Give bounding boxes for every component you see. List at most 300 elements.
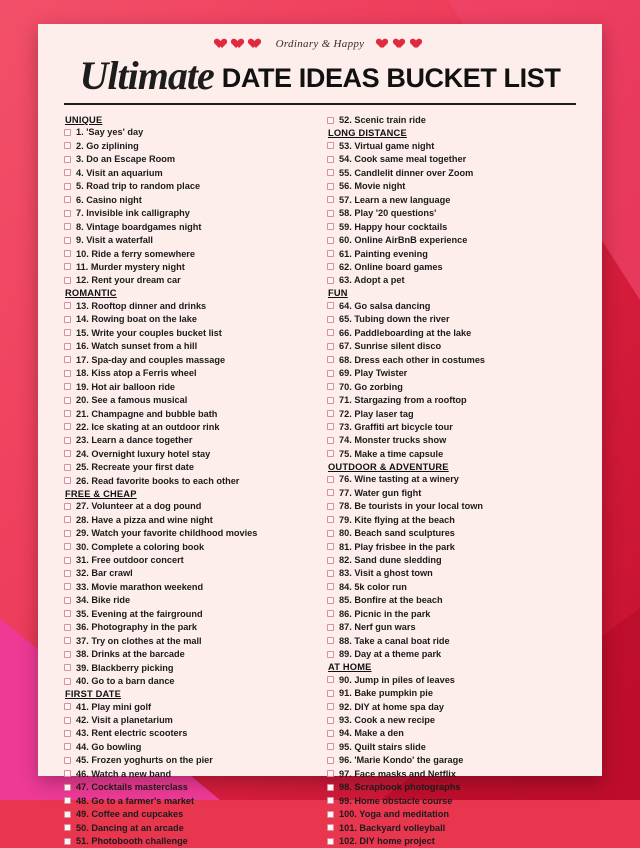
list-item[interactable]	[327, 700, 576, 713]
list-item[interactable]	[64, 567, 313, 580]
list-item[interactable]	[327, 513, 576, 526]
list-item[interactable]	[64, 621, 313, 634]
checkbox[interactable]	[327, 183, 334, 190]
list-item[interactable]	[64, 193, 313, 206]
checkbox[interactable]	[327, 530, 334, 537]
checkbox[interactable]	[64, 169, 71, 176]
list-item-label: 30. Complete a coloring book	[76, 541, 205, 552]
checkbox[interactable]	[327, 223, 334, 230]
list-item-label: 57. Learn a new language	[339, 194, 451, 205]
list-item[interactable]	[327, 274, 576, 287]
checkbox[interactable]	[327, 503, 334, 510]
checkbox[interactable]	[64, 543, 71, 550]
list-item[interactable]	[64, 461, 313, 474]
checkbox[interactable]	[327, 516, 334, 523]
list-item-label: 35. Evening at the fairground	[76, 608, 203, 619]
list-item[interactable]	[64, 540, 313, 553]
list-item[interactable]	[327, 299, 576, 312]
checkbox[interactable]	[327, 770, 334, 777]
list-item[interactable]	[64, 153, 313, 166]
checklist-column-left	[64, 114, 313, 848]
list-item-label: 6. Casino night	[76, 194, 142, 205]
checkbox[interactable]	[327, 410, 334, 417]
list-item[interactable]	[64, 126, 313, 139]
list-item[interactable]	[64, 500, 313, 513]
list-item-label: 78. Be tourists in your local town	[339, 501, 483, 512]
checkbox[interactable]	[64, 503, 71, 510]
checkbox[interactable]	[64, 784, 71, 791]
list-item[interactable]	[64, 794, 313, 807]
checkbox[interactable]	[327, 637, 334, 644]
list-item[interactable]	[327, 434, 576, 447]
checkbox[interactable]	[327, 703, 334, 710]
checkbox[interactable]	[64, 824, 71, 831]
list-item-label: 24. Overnight luxury hotel stay	[76, 448, 211, 459]
checkbox[interactable]	[64, 703, 71, 710]
list-item[interactable]	[64, 299, 313, 312]
list-item[interactable]	[64, 394, 313, 407]
list-item[interactable]	[64, 714, 313, 727]
list-item-label: 102. DIY home project	[339, 836, 435, 847]
list-item-label: 88. Take a canal boat ride	[339, 635, 450, 646]
checkbox[interactable]	[64, 664, 71, 671]
checkbox[interactable]	[64, 316, 71, 323]
checkbox[interactable]	[327, 169, 334, 176]
checkbox[interactable]	[64, 223, 71, 230]
list-item[interactable]	[64, 380, 313, 393]
list-item-label: 95. Quilt stairs slide	[339, 741, 426, 752]
checkbox[interactable]	[64, 570, 71, 577]
checkbox[interactable]	[64, 129, 71, 136]
list-item[interactable]	[327, 247, 576, 260]
list-item[interactable]	[64, 821, 313, 834]
list-item-label: 48. Go to a farmer's market	[76, 795, 195, 806]
list-item-label: 75. Make a time capsule	[339, 448, 444, 459]
list-item[interactable]	[327, 781, 576, 794]
checkbox[interactable]	[64, 743, 71, 750]
list-item[interactable]	[327, 421, 576, 434]
checkbox[interactable]	[64, 557, 71, 564]
checkbox[interactable]	[327, 356, 334, 363]
checkbox[interactable]	[64, 329, 71, 336]
list-item-label: 26. Read favorite books to each other	[76, 475, 240, 486]
list-item[interactable]	[327, 794, 576, 807]
checkbox[interactable]	[327, 717, 334, 724]
checkbox[interactable]	[64, 263, 71, 270]
list-item-label: 7. Invisible ink calligraphy	[76, 208, 190, 219]
list-item[interactable]	[64, 700, 313, 713]
list-item-label: 21. Champagne and bubble bath	[76, 408, 218, 419]
list-item-label: 65. Tubing down the river	[339, 314, 450, 325]
list-item-label: 43. Rent electric scooters	[76, 728, 188, 739]
list-item[interactable]	[327, 740, 576, 753]
checkbox[interactable]	[327, 583, 334, 590]
list-item[interactable]	[64, 207, 313, 220]
list-item[interactable]	[327, 261, 576, 274]
list-item-label: 31. Free outdoor concert	[76, 555, 184, 566]
list-item-label: 74. Monster trucks show	[339, 435, 447, 446]
checkbox[interactable]	[64, 516, 71, 523]
list-item[interactable]	[64, 139, 313, 152]
checkbox[interactable]	[64, 237, 71, 244]
list-item-label: 14. Rowing boat on the lake	[76, 314, 197, 325]
list-item[interactable]	[327, 673, 576, 686]
checkbox[interactable]	[327, 437, 334, 444]
checkbox[interactable]	[327, 489, 334, 496]
checkbox[interactable]	[327, 250, 334, 257]
checkbox[interactable]	[64, 597, 71, 604]
heart-icon	[378, 39, 389, 49]
list-item-label: 33. Movie marathon weekend	[76, 581, 204, 592]
list-item[interactable]	[64, 261, 313, 274]
checkbox[interactable]	[64, 277, 71, 284]
checkbox[interactable]	[327, 476, 334, 483]
list-item-label: 51. Photobooth challenge	[76, 836, 188, 847]
checkbox[interactable]	[327, 597, 334, 604]
list-item[interactable]	[327, 581, 576, 594]
list-item[interactable]	[327, 166, 576, 179]
list-item-label: 18. Kiss atop a Ferris wheel	[76, 368, 197, 379]
list-item[interactable]	[327, 234, 576, 247]
checkbox[interactable]	[327, 329, 334, 336]
list-item-label: 71. Stargazing from a rooftop	[339, 395, 467, 406]
heart-icon	[412, 39, 423, 49]
list-item-label: 100. Yoga and meditation	[339, 809, 449, 820]
list-item[interactable]	[327, 527, 576, 540]
checkbox[interactable]	[64, 356, 71, 363]
list-item-label: 55. Candlelit dinner over Zoom	[339, 167, 474, 178]
heart-icon	[395, 39, 406, 49]
list-item[interactable]	[327, 714, 576, 727]
checkbox[interactable]	[327, 557, 334, 564]
section-heading: OUTDOOR & ADVENTURE	[328, 461, 449, 472]
list-item[interactable]	[327, 447, 576, 460]
list-item-label: 79. Kite flying at the beach	[339, 514, 455, 525]
list-item[interactable]	[327, 180, 576, 193]
list-item-label: 61. Painting evening	[339, 248, 428, 259]
list-item[interactable]	[327, 540, 576, 553]
checkbox[interactable]	[327, 570, 334, 577]
list-item[interactable]	[64, 247, 313, 260]
list-item-label: 22. Ice skating at an outdoor rink	[76, 421, 220, 432]
checkbox[interactable]	[64, 302, 71, 309]
section-heading: FUN	[328, 288, 348, 299]
checklist-column-right	[327, 114, 576, 848]
checkbox[interactable]	[327, 370, 334, 377]
checkbox[interactable]	[327, 743, 334, 750]
list-item-label: 64. Go salsa dancing	[339, 300, 431, 311]
list-item-label: 28. Have a pizza and wine night	[76, 514, 213, 525]
list-item[interactable]	[327, 313, 576, 326]
list-item-label: 99. Home obstacle course	[339, 795, 453, 806]
list-item[interactable]	[327, 567, 576, 580]
list-item-label: 86. Picnic in the park	[339, 608, 431, 619]
list-item-label: 20. See a famous musical	[76, 395, 188, 406]
checkbox[interactable]	[327, 302, 334, 309]
list-item[interactable]	[64, 326, 313, 339]
checkbox[interactable]	[64, 464, 71, 471]
list-item-label: 45. Frozen yoghurts on the pier	[76, 755, 213, 766]
list-item-label: 17. Spa-day and couples massage	[76, 354, 226, 365]
list-item[interactable]	[327, 326, 576, 339]
list-item[interactable]	[64, 447, 313, 460]
checkbox[interactable]	[327, 210, 334, 217]
list-item[interactable]	[64, 808, 313, 821]
checkbox[interactable]	[327, 156, 334, 163]
list-item-label: 4. Visit an aquarium	[76, 167, 163, 178]
checkbox[interactable]	[327, 543, 334, 550]
checkbox[interactable]	[327, 610, 334, 617]
list-item-label: 89. Day at a theme park	[339, 649, 442, 660]
checkbox[interactable]	[327, 237, 334, 244]
brand-heart-row	[38, 24, 602, 50]
checkbox[interactable]	[327, 824, 334, 831]
checkbox[interactable]	[64, 410, 71, 417]
checkbox[interactable]	[64, 838, 71, 845]
list-item-label: 36. Photography in the park	[76, 622, 197, 633]
checkbox[interactable]	[327, 423, 334, 430]
checkbox[interactable]	[327, 383, 334, 390]
list-item[interactable]	[327, 767, 576, 780]
list-item-label: 80. Beach sand sculptures	[339, 528, 455, 539]
list-item[interactable]	[327, 621, 576, 634]
list-item[interactable]	[327, 207, 576, 220]
list-item[interactable]	[64, 474, 313, 487]
checkbox[interactable]	[327, 676, 334, 683]
list-item-label: 62. Online board games	[339, 261, 443, 272]
page-title-script: Ultimate	[79, 53, 214, 98]
list-item[interactable]	[327, 407, 576, 420]
checkbox[interactable]	[64, 183, 71, 190]
list-item[interactable]	[64, 353, 313, 366]
checkbox[interactable]	[327, 117, 334, 124]
list-item[interactable]	[64, 434, 313, 447]
list-item[interactable]	[64, 513, 313, 526]
list-item[interactable]	[64, 313, 313, 326]
checkbox[interactable]	[64, 583, 71, 590]
list-item[interactable]	[327, 193, 576, 206]
list-item-label: 90. Jump in piles of leaves	[339, 674, 455, 685]
list-item[interactable]	[327, 821, 576, 834]
list-item[interactable]	[327, 114, 576, 127]
list-item[interactable]	[327, 353, 576, 366]
list-item[interactable]	[327, 340, 576, 353]
brand-label: Ordinary & Happy	[275, 38, 365, 50]
checkbox[interactable]	[64, 156, 71, 163]
printable-list-sheet	[38, 24, 602, 847]
list-item-label: 69. Play Twister	[339, 368, 408, 379]
list-item[interactable]	[64, 740, 313, 753]
list-item-label: 38. Drinks at the barcade	[76, 649, 185, 660]
list-item[interactable]	[64, 166, 313, 179]
list-item-label: 76. Wine tasting at a winery	[339, 474, 459, 485]
list-item[interactable]	[327, 634, 576, 647]
checkbox[interactable]	[64, 811, 71, 818]
section-heading: FIRST DATE	[65, 689, 122, 700]
list-item-label: 2. Go ziplining	[76, 140, 139, 151]
list-item-label: 44. Go bowling	[76, 741, 142, 752]
checkbox[interactable]	[64, 770, 71, 777]
list-item-label: 91. Bake pumpkin pie	[339, 688, 433, 699]
list-item-label: 16. Watch sunset from a hill	[76, 341, 198, 352]
checkbox[interactable]	[64, 437, 71, 444]
list-item[interactable]	[327, 380, 576, 393]
list-item[interactable]	[64, 527, 313, 540]
list-item[interactable]	[327, 754, 576, 767]
list-item-label: 87. Nerf gun wars	[339, 622, 416, 633]
list-item[interactable]	[64, 781, 313, 794]
list-item-label: 1. 'Say yes' day	[76, 127, 144, 138]
list-item-label: 93. Cook a new recipe	[339, 715, 435, 726]
list-item-label: 98. Scrapbook photographs	[339, 782, 461, 793]
list-item[interactable]	[64, 661, 313, 674]
list-item[interactable]	[327, 648, 576, 661]
checkbox[interactable]	[327, 784, 334, 791]
list-item-label: 9. Visit a waterfall	[76, 235, 153, 246]
checkbox[interactable]	[64, 530, 71, 537]
list-item-label: 19. Hot air balloon ride	[76, 381, 176, 392]
checkbox[interactable]	[327, 263, 334, 270]
list-item[interactable]	[64, 340, 313, 353]
checkbox[interactable]	[64, 624, 71, 631]
checkbox[interactable]	[327, 757, 334, 764]
list-item-label: 83. Visit a ghost town	[339, 568, 433, 579]
list-item[interactable]	[327, 594, 576, 607]
list-item-label: 54. Cook same meal together	[339, 154, 467, 165]
list-item[interactable]	[64, 835, 313, 848]
checkbox[interactable]	[64, 637, 71, 644]
list-item[interactable]	[64, 675, 313, 688]
checkbox[interactable]	[327, 651, 334, 658]
list-item-label: 12. Rent your dream car	[76, 275, 181, 286]
checkbox[interactable]	[327, 838, 334, 845]
checkbox[interactable]	[327, 277, 334, 284]
checkbox[interactable]	[64, 343, 71, 350]
list-item-label: 94. Make a den	[339, 728, 404, 739]
checkbox[interactable]	[64, 717, 71, 724]
list-item-label: 77. Water gun fight	[339, 487, 422, 498]
list-item-label: 34. Bike ride	[76, 595, 131, 606]
list-item[interactable]	[327, 473, 576, 486]
checkbox[interactable]	[64, 678, 71, 685]
checkbox[interactable]	[327, 316, 334, 323]
heart-icon	[251, 39, 262, 49]
list-item[interactable]	[64, 220, 313, 233]
checkbox[interactable]	[64, 196, 71, 203]
checkbox[interactable]	[64, 651, 71, 658]
list-item[interactable]	[64, 274, 313, 287]
list-item-label: 101. Backyard volleyball	[339, 822, 446, 833]
list-item-label: 59. Happy hour cocktails	[339, 221, 448, 232]
checkbox[interactable]	[64, 757, 71, 764]
list-item[interactable]	[64, 634, 313, 647]
checkbox[interactable]	[64, 450, 71, 457]
list-item-label: 5. Road trip to random place	[76, 181, 201, 192]
checkbox[interactable]	[327, 397, 334, 404]
checkbox[interactable]	[327, 343, 334, 350]
checkbox[interactable]	[327, 624, 334, 631]
list-item[interactable]	[64, 554, 313, 567]
page-title	[38, 53, 602, 98]
list-item[interactable]	[327, 835, 576, 848]
list-item-label: 92. DIY at home spa day	[339, 701, 445, 712]
checkbox[interactable]	[327, 811, 334, 818]
list-item[interactable]	[327, 394, 576, 407]
list-item-label: 52. Scenic train ride	[339, 115, 426, 126]
list-item[interactable]	[327, 220, 576, 233]
checkbox[interactable]	[64, 423, 71, 430]
checkbox[interactable]	[64, 610, 71, 617]
checkbox[interactable]	[64, 142, 71, 149]
checkbox[interactable]	[327, 797, 334, 804]
checkbox[interactable]	[327, 690, 334, 697]
list-item[interactable]	[64, 421, 313, 434]
list-item-label: 67. Sunrise silent disco	[339, 341, 442, 352]
list-item[interactable]	[327, 139, 576, 152]
section-heading: LONG DISTANCE	[328, 128, 407, 139]
list-item[interactable]	[327, 500, 576, 513]
list-item-label: 11. Murder mystery night	[76, 261, 185, 272]
list-item[interactable]	[327, 808, 576, 821]
list-item[interactable]	[64, 367, 313, 380]
checkbox[interactable]	[327, 450, 334, 457]
section-heading: AT HOME	[328, 662, 372, 673]
checkbox[interactable]	[327, 196, 334, 203]
checkbox[interactable]	[64, 383, 71, 390]
list-item[interactable]	[327, 486, 576, 499]
checkbox[interactable]	[64, 250, 71, 257]
list-item[interactable]	[64, 581, 313, 594]
checkbox[interactable]	[64, 397, 71, 404]
list-item-label: 49. Coffee and cupcakes	[76, 809, 184, 820]
list-item[interactable]	[327, 554, 576, 567]
section-heading: ROMANTIC	[65, 288, 117, 299]
checkbox[interactable]	[64, 210, 71, 217]
checkbox[interactable]	[64, 797, 71, 804]
list-item-label: 37. Try on clothes at the mall	[76, 635, 202, 646]
list-item[interactable]	[64, 648, 313, 661]
list-item[interactable]	[327, 687, 576, 700]
checkbox[interactable]	[64, 477, 71, 484]
list-item-label: 29. Watch your favorite childhood movies	[76, 528, 258, 539]
list-item[interactable]	[64, 234, 313, 247]
list-item-label: 84. 5k color run	[339, 581, 407, 592]
list-item[interactable]	[64, 754, 313, 767]
list-item-label: 82. Sand dune sledding	[339, 555, 442, 566]
list-item[interactable]	[327, 607, 576, 620]
list-item[interactable]	[64, 407, 313, 420]
checkbox[interactable]	[64, 370, 71, 377]
checkbox[interactable]	[327, 142, 334, 149]
list-item-label: 63. Adopt a pet	[339, 275, 405, 286]
checkbox[interactable]	[64, 730, 71, 737]
checklist-columns	[38, 105, 602, 848]
list-item-label: 27. Volunteer at a dog pound	[76, 501, 202, 512]
list-item-label: 66. Paddleboarding at the lake	[339, 327, 472, 338]
list-item[interactable]	[327, 727, 576, 740]
list-item-label: 70. Go zorbing	[339, 381, 403, 392]
list-item[interactable]	[64, 767, 313, 780]
list-item[interactable]	[327, 367, 576, 380]
list-item-label: 25. Recreate your first date	[76, 462, 194, 473]
checkbox[interactable]	[327, 730, 334, 737]
list-item-label: 8. Vintage boardgames night	[76, 221, 202, 232]
list-item[interactable]	[64, 727, 313, 740]
list-item[interactable]	[64, 607, 313, 620]
list-item[interactable]	[327, 153, 576, 166]
list-item[interactable]	[64, 180, 313, 193]
list-item[interactable]	[64, 594, 313, 607]
